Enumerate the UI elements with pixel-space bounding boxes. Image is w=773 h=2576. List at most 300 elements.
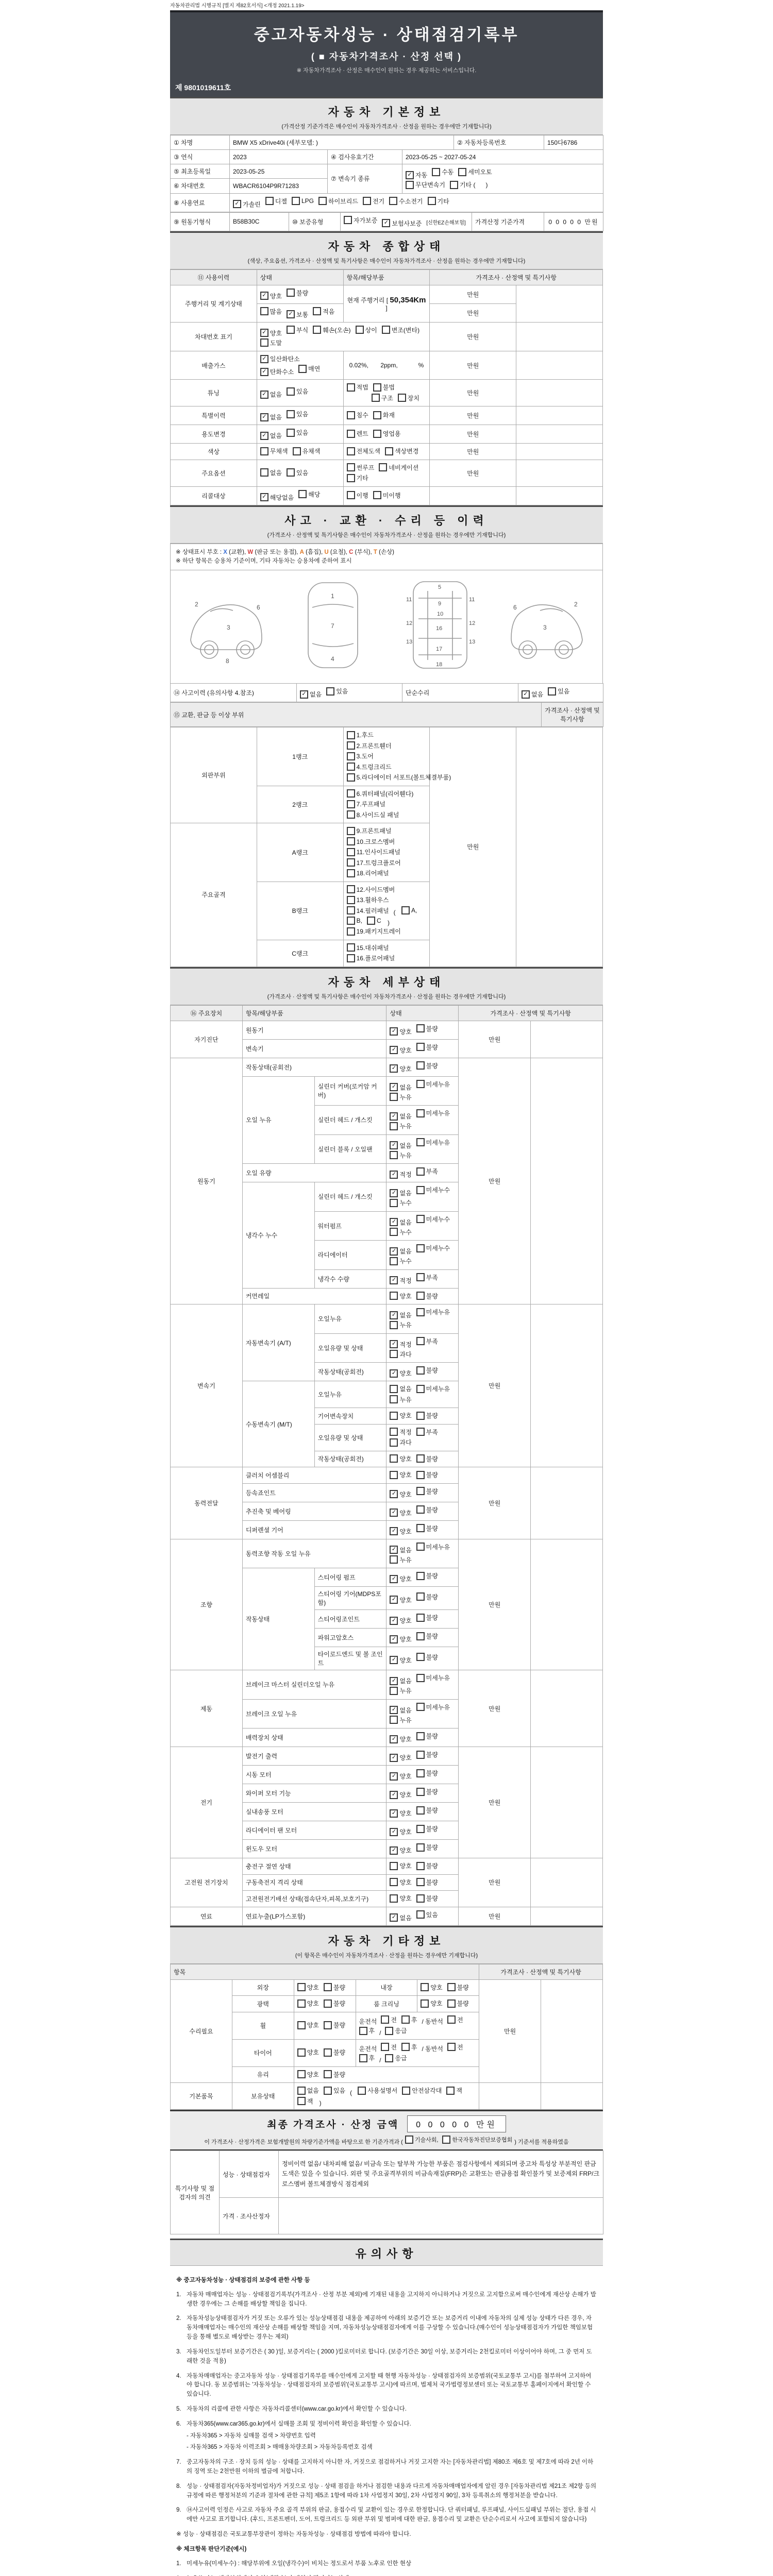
- checkbox-box[interactable]: [373, 411, 381, 419]
- checkbox-option[interactable]: [390, 1311, 411, 1319]
- checkbox-box[interactable]: ✓: [390, 1596, 398, 1604]
- checkbox-box[interactable]: [390, 1878, 398, 1886]
- checkbox-option[interactable]: [416, 1703, 450, 1711]
- checkbox-box[interactable]: ✓: [260, 355, 268, 363]
- checkbox-option[interactable]: [298, 364, 320, 373]
- checkbox-box[interactable]: ✓: [390, 1171, 398, 1179]
- checkbox-option[interactable]: [292, 197, 314, 205]
- checkbox-option[interactable]: [347, 429, 368, 438]
- checkbox-option[interactable]: [347, 895, 389, 904]
- checkbox-box[interactable]: ✓: [390, 1509, 398, 1517]
- checkbox-option[interactable]: [265, 197, 287, 206]
- checkbox-option[interactable]: [390, 1772, 411, 1781]
- checkbox-option[interactable]: [313, 326, 350, 334]
- checkbox-option[interactable]: [347, 848, 400, 856]
- checkbox-option[interactable]: [406, 180, 445, 189]
- checkbox-option[interactable]: [347, 885, 395, 894]
- checkbox-option[interactable]: [390, 1894, 411, 1903]
- checkbox-option[interactable]: [416, 1337, 438, 1346]
- checkbox-box[interactable]: ✓: [522, 690, 530, 699]
- checkbox-option[interactable]: [390, 1490, 411, 1499]
- checkbox-option[interactable]: [416, 1454, 438, 1463]
- checkbox-box[interactable]: [390, 1716, 398, 1724]
- checkbox-box[interactable]: [347, 927, 355, 936]
- checkbox-box[interactable]: [416, 1505, 425, 1514]
- checkbox-option[interactable]: [356, 326, 377, 334]
- checkbox-option[interactable]: [405, 2136, 439, 2144]
- checkbox-box[interactable]: [347, 741, 355, 750]
- checkbox-box[interactable]: [287, 387, 295, 396]
- checkbox-option[interactable]: [347, 869, 389, 877]
- checkbox-box[interactable]: [318, 197, 327, 205]
- checkbox-box[interactable]: [347, 869, 355, 877]
- checkbox-box[interactable]: [260, 338, 268, 347]
- checkbox-option[interactable]: [297, 2086, 319, 2095]
- checkbox-option[interactable]: [416, 1843, 438, 1852]
- checkbox-box[interactable]: [390, 1385, 398, 1393]
- checkbox-box[interactable]: [390, 1093, 398, 1101]
- checkbox-option[interactable]: [416, 1061, 438, 1070]
- checkbox-option[interactable]: [390, 1913, 411, 1922]
- checkbox-option[interactable]: [390, 1635, 411, 1643]
- checkbox-option[interactable]: [390, 1257, 411, 1265]
- checkbox-box[interactable]: [428, 197, 436, 205]
- checkbox-box[interactable]: ✓: [390, 1490, 398, 1498]
- checkbox-box[interactable]: ✓: [390, 1340, 398, 1348]
- checkbox-box[interactable]: [287, 429, 295, 437]
- checkbox-option[interactable]: [421, 1999, 442, 2008]
- checkbox-option[interactable]: [287, 410, 308, 418]
- checkbox-box[interactable]: [416, 1592, 425, 1601]
- checkbox-box[interactable]: ✓: [390, 1635, 398, 1643]
- checkbox-option[interactable]: [260, 367, 294, 376]
- checkbox-option[interactable]: [373, 491, 401, 500]
- checkbox-box[interactable]: ✓: [260, 432, 268, 440]
- checkbox-option[interactable]: [390, 1276, 411, 1285]
- checkbox-box[interactable]: [390, 1321, 398, 1329]
- checkbox-box[interactable]: [416, 1703, 425, 1711]
- checkbox-box[interactable]: ✓: [233, 200, 241, 208]
- checkbox-option[interactable]: [390, 1411, 411, 1420]
- checkbox-box[interactable]: ✓: [260, 391, 268, 399]
- checkbox-option[interactable]: [390, 1122, 411, 1130]
- checkbox-option[interactable]: [313, 307, 334, 316]
- checkbox-option[interactable]: [385, 2026, 407, 2035]
- checkbox-option[interactable]: [390, 1706, 411, 1715]
- checkbox-box[interactable]: [260, 468, 268, 477]
- checkbox-box[interactable]: ✓: [390, 1913, 398, 1922]
- checkbox-option[interactable]: [326, 687, 348, 696]
- checkbox-box[interactable]: [401, 2015, 410, 2024]
- checkbox-option[interactable]: [358, 2086, 397, 2095]
- checkbox-box[interactable]: [382, 326, 390, 334]
- checkbox-box[interactable]: ✓: [390, 1754, 398, 1762]
- checkbox-box[interactable]: [381, 2043, 389, 2051]
- checkbox-option[interactable]: [416, 1384, 450, 1393]
- checkbox-option[interactable]: [416, 1024, 438, 1033]
- checkbox-option[interactable]: [373, 411, 395, 419]
- checkbox-box[interactable]: [390, 1438, 398, 1447]
- checkbox-option[interactable]: [390, 1686, 411, 1695]
- checkbox-box[interactable]: [421, 1999, 429, 2008]
- checkbox-box[interactable]: [548, 687, 556, 696]
- checkbox-option[interactable]: [260, 447, 288, 455]
- checkbox-option[interactable]: [390, 1151, 411, 1160]
- checkbox-box[interactable]: [390, 1862, 398, 1870]
- checkbox-option[interactable]: [390, 1112, 411, 1121]
- checkbox-option[interactable]: [297, 2070, 319, 2079]
- checkbox-box[interactable]: ✓: [390, 1112, 398, 1121]
- checkbox-option[interactable]: [447, 1999, 469, 2008]
- checkbox-option[interactable]: [416, 1308, 450, 1316]
- checkbox-option[interactable]: [347, 826, 392, 835]
- checkbox-box[interactable]: [416, 1471, 425, 1479]
- checkbox-box[interactable]: [347, 827, 355, 835]
- checkbox-box[interactable]: [347, 800, 355, 808]
- checkbox-option[interactable]: [344, 216, 377, 225]
- checkbox-option[interactable]: [390, 1470, 411, 1479]
- checkbox-option[interactable]: [390, 1198, 411, 1207]
- checkbox-option[interactable]: [416, 1487, 438, 1496]
- checkbox-option[interactable]: [389, 197, 423, 206]
- checkbox-box[interactable]: ✓: [260, 413, 268, 421]
- checkbox-box[interactable]: [390, 1151, 398, 1159]
- checkbox-option[interactable]: [297, 1999, 319, 2008]
- checkbox-option[interactable]: [347, 810, 399, 819]
- checkbox-box[interactable]: [347, 474, 355, 482]
- checkbox-box[interactable]: [265, 197, 274, 205]
- checkbox-option[interactable]: [416, 1505, 438, 1514]
- checkbox-box[interactable]: [347, 810, 355, 819]
- checkbox-option[interactable]: [390, 1574, 411, 1583]
- checkbox-option[interactable]: [390, 1384, 411, 1393]
- checkbox-box[interactable]: [347, 858, 355, 867]
- checkbox-option[interactable]: [385, 2054, 407, 2062]
- checkbox-box[interactable]: [287, 289, 295, 297]
- checkbox-option[interactable]: [260, 292, 282, 300]
- checkbox-option[interactable]: [363, 197, 384, 206]
- checkbox-option[interactable]: [390, 1716, 411, 1724]
- checkbox-box[interactable]: [297, 2087, 306, 2095]
- checkbox-option[interactable]: [416, 1613, 438, 1622]
- checkbox-option[interactable]: [347, 837, 395, 846]
- checkbox-box[interactable]: [385, 447, 393, 455]
- checkbox-box[interactable]: ✓: [390, 1791, 398, 1799]
- checkbox-option[interactable]: [390, 1083, 411, 1092]
- checkbox-box[interactable]: [324, 2087, 332, 2095]
- checkbox-option[interactable]: [390, 1616, 411, 1625]
- checkbox-box[interactable]: [381, 2015, 389, 2024]
- checkbox-option[interactable]: [347, 491, 368, 500]
- checkbox-box[interactable]: ✓: [390, 1677, 398, 1685]
- checkbox-option[interactable]: [416, 1894, 438, 1903]
- checkbox-box[interactable]: [390, 1412, 398, 1420]
- checkbox-box[interactable]: [324, 2021, 332, 2029]
- checkbox-box[interactable]: [416, 1308, 425, 1316]
- checkbox-box[interactable]: [416, 1769, 425, 1777]
- checkbox-option[interactable]: [298, 490, 320, 499]
- checkbox-box[interactable]: ✓: [390, 1546, 398, 1554]
- checkbox-option[interactable]: [347, 463, 375, 472]
- checkbox-option[interactable]: [401, 2043, 417, 2052]
- checkbox-option[interactable]: [390, 1735, 411, 1743]
- checkbox-option[interactable]: [260, 329, 282, 337]
- checkbox-box[interactable]: ✓: [390, 1809, 398, 1818]
- checkbox-box[interactable]: [287, 468, 295, 477]
- checkbox-box[interactable]: [416, 1428, 425, 1436]
- checkbox-box[interactable]: [416, 1273, 425, 1281]
- checkbox-option[interactable]: [381, 2015, 397, 2024]
- checkbox-option[interactable]: [390, 1596, 411, 1604]
- checkbox-option[interactable]: [416, 1470, 438, 1479]
- checkbox-option[interactable]: [260, 307, 282, 316]
- checkbox-option[interactable]: [416, 1273, 438, 1282]
- checkbox-box[interactable]: [324, 2070, 332, 2078]
- checkbox-box[interactable]: [390, 1454, 398, 1463]
- checkbox-option[interactable]: [416, 1878, 438, 1887]
- checkbox-box[interactable]: [416, 1524, 425, 1532]
- checkbox-box[interactable]: [390, 1122, 398, 1130]
- checkbox-option[interactable]: [297, 1983, 319, 1992]
- checkbox-option[interactable]: [390, 1846, 411, 1855]
- checkbox-box[interactable]: [347, 447, 355, 455]
- checkbox-option[interactable]: [347, 752, 374, 760]
- checkbox-option[interactable]: [373, 429, 401, 438]
- checkbox-box[interactable]: [442, 2136, 450, 2144]
- checkbox-option[interactable]: [347, 789, 414, 798]
- checkbox-option[interactable]: [416, 1366, 438, 1375]
- checkbox-box[interactable]: [416, 1632, 425, 1640]
- checkbox-box[interactable]: [390, 1428, 398, 1436]
- checkbox-box[interactable]: [324, 1983, 332, 1991]
- checkbox-box[interactable]: [313, 326, 321, 334]
- checkbox-box[interactable]: [401, 906, 410, 914]
- checkbox-option[interactable]: [287, 387, 308, 396]
- checkbox-box[interactable]: [389, 197, 397, 205]
- checkbox-option[interactable]: [372, 394, 393, 402]
- checkbox-box[interactable]: ✓: [260, 368, 268, 376]
- checkbox-option[interactable]: [324, 2021, 345, 2029]
- checkbox-box[interactable]: [390, 1199, 398, 1207]
- checkbox-box[interactable]: [390, 1471, 398, 1479]
- checkbox-box[interactable]: [347, 752, 355, 760]
- checkbox-box[interactable]: [297, 2021, 306, 2029]
- checkbox-box[interactable]: [416, 1080, 425, 1088]
- checkbox-option[interactable]: [390, 1509, 411, 1517]
- checkbox-option[interactable]: [385, 447, 418, 455]
- checkbox-option[interactable]: [260, 390, 282, 399]
- checkbox-option[interactable]: [416, 1524, 438, 1533]
- checkbox-box[interactable]: [347, 731, 355, 739]
- checkbox-box[interactable]: [326, 687, 334, 696]
- checkbox-box[interactable]: [298, 365, 307, 373]
- checkbox-option[interactable]: [390, 1064, 411, 1073]
- checkbox-option[interactable]: [347, 383, 368, 392]
- checkbox-option[interactable]: [416, 1244, 450, 1252]
- checkbox-option[interactable]: [416, 1109, 450, 1117]
- checkbox-box[interactable]: ✓: [390, 1046, 398, 1054]
- checkbox-box[interactable]: [347, 773, 355, 782]
- checkbox-box[interactable]: [416, 1454, 425, 1463]
- checkbox-box[interactable]: [416, 1138, 425, 1146]
- checkbox-box[interactable]: [347, 491, 355, 499]
- checkbox-box[interactable]: [373, 491, 381, 499]
- checkbox-option[interactable]: [287, 428, 308, 437]
- checkbox-box[interactable]: [347, 848, 355, 856]
- checkbox-option[interactable]: [297, 2097, 313, 2106]
- checkbox-option[interactable]: [416, 1824, 438, 1833]
- checkbox-option[interactable]: [390, 1340, 411, 1349]
- checkbox-box[interactable]: [347, 411, 355, 419]
- checkbox-box[interactable]: [458, 168, 466, 176]
- checkbox-option[interactable]: [390, 1369, 411, 1378]
- checkbox-option[interactable]: [347, 858, 401, 867]
- checkbox-box[interactable]: [356, 326, 364, 334]
- checkbox-box[interactable]: [416, 1024, 425, 1032]
- checkbox-option[interactable]: [381, 2043, 397, 2052]
- checkbox-option[interactable]: [416, 1806, 438, 1815]
- checkbox-box[interactable]: [416, 1894, 425, 1903]
- checkbox-box[interactable]: [347, 789, 355, 798]
- checkbox-option[interactable]: [347, 943, 389, 952]
- checkbox-option[interactable]: [347, 906, 389, 915]
- checkbox-box[interactable]: [416, 1061, 425, 1070]
- checkbox-box[interactable]: [416, 1910, 425, 1919]
- checkbox-box[interactable]: [416, 1167, 425, 1176]
- checkbox-option[interactable]: [390, 1861, 411, 1870]
- checkbox-box[interactable]: [297, 1999, 306, 2008]
- checkbox-box[interactable]: [401, 2043, 410, 2051]
- checkbox-option[interactable]: [347, 731, 374, 739]
- checkbox-box[interactable]: [373, 383, 381, 392]
- checkbox-option[interactable]: [447, 2043, 463, 2052]
- checkbox-box[interactable]: [347, 762, 355, 771]
- checkbox-option[interactable]: [390, 1395, 411, 1404]
- checkbox-option[interactable]: [347, 447, 380, 455]
- checkbox-box[interactable]: [416, 1732, 425, 1740]
- checkbox-option[interactable]: [260, 413, 282, 421]
- checkbox-box[interactable]: [358, 2087, 366, 2095]
- checkbox-option[interactable]: [359, 2054, 375, 2062]
- checkbox-box[interactable]: ✓: [390, 1064, 398, 1073]
- checkbox-option[interactable]: [287, 468, 308, 477]
- checkbox-box[interactable]: [347, 954, 355, 962]
- checkbox-box[interactable]: [447, 2015, 456, 2024]
- checkbox-option[interactable]: [401, 2015, 417, 2024]
- checkbox-box[interactable]: [347, 463, 355, 471]
- checkbox-box[interactable]: [390, 1687, 398, 1695]
- checkbox-box[interactable]: [416, 1215, 425, 1223]
- checkbox-option[interactable]: [390, 1027, 411, 1036]
- checkbox-box[interactable]: [416, 1843, 425, 1852]
- checkbox-box[interactable]: ✓: [390, 1617, 398, 1625]
- checkbox-box[interactable]: [416, 1543, 425, 1551]
- checkbox-box[interactable]: ✓: [390, 1527, 398, 1535]
- checkbox-option[interactable]: [287, 310, 308, 319]
- checkbox-option[interactable]: [324, 2070, 345, 2079]
- checkbox-option[interactable]: [416, 1543, 450, 1551]
- checkbox-option[interactable]: [390, 1228, 411, 1236]
- checkbox-option[interactable]: [347, 762, 392, 771]
- checkbox-option[interactable]: [390, 1141, 411, 1150]
- checkbox-box[interactable]: [287, 326, 295, 334]
- checkbox-option[interactable]: [324, 1999, 345, 2008]
- checkbox-option[interactable]: [324, 2048, 345, 2057]
- checkbox-box[interactable]: ✓: [390, 1706, 398, 1714]
- checkbox-option[interactable]: [347, 741, 392, 750]
- checkbox-box[interactable]: [416, 1186, 425, 1194]
- checkbox-option[interactable]: [382, 326, 419, 334]
- checkbox-option[interactable]: [260, 468, 282, 477]
- checkbox-option[interactable]: [324, 2086, 345, 2095]
- checkbox-option[interactable]: [260, 338, 282, 347]
- checkbox-box[interactable]: [287, 410, 295, 418]
- checkbox-option[interactable]: [390, 1320, 411, 1329]
- checkbox-box[interactable]: ✓: [390, 1772, 398, 1781]
- checkbox-box[interactable]: ✓: [390, 1828, 398, 1836]
- checkbox-option[interactable]: [373, 383, 395, 392]
- checkbox-box[interactable]: [402, 2087, 410, 2095]
- checkbox-option[interactable]: [293, 447, 321, 455]
- checkbox-box[interactable]: [372, 394, 380, 402]
- checkbox-option[interactable]: [390, 1350, 411, 1359]
- checkbox-box[interactable]: [347, 917, 355, 925]
- checkbox-box[interactable]: [347, 906, 355, 914]
- checkbox-option[interactable]: [382, 219, 422, 228]
- checkbox-box[interactable]: [390, 1228, 398, 1236]
- checkbox-option[interactable]: [416, 1185, 450, 1194]
- checkbox-box[interactable]: [359, 2054, 367, 2062]
- checkbox-box[interactable]: [416, 1366, 425, 1375]
- checkbox-box[interactable]: [373, 430, 381, 438]
- checkbox-box[interactable]: [416, 1751, 425, 1759]
- checkbox-option[interactable]: [324, 1983, 345, 1992]
- checkbox-box[interactable]: [416, 1653, 425, 1661]
- checkbox-option[interactable]: [390, 1170, 411, 1179]
- checkbox-box[interactable]: [447, 2043, 456, 2051]
- checkbox-option[interactable]: [416, 1673, 450, 1682]
- checkbox-box[interactable]: [344, 216, 352, 224]
- checkbox-option[interactable]: [447, 2015, 463, 2024]
- checkbox-box[interactable]: ✓: [390, 1276, 398, 1284]
- checkbox-box[interactable]: ✓: [390, 1575, 398, 1583]
- checkbox-box[interactable]: [447, 1999, 456, 2008]
- checkbox-option[interactable]: [416, 1769, 438, 1777]
- checkbox-option[interactable]: [416, 1910, 438, 1919]
- checkbox-option[interactable]: [347, 927, 401, 936]
- checkbox-option[interactable]: [406, 171, 427, 179]
- checkbox-box[interactable]: [416, 1862, 425, 1870]
- checkbox-option[interactable]: [458, 167, 492, 176]
- checkbox-option[interactable]: [416, 1043, 438, 1052]
- checkbox-box[interactable]: [390, 1555, 398, 1564]
- checkbox-option[interactable]: [347, 917, 362, 925]
- checkbox-box[interactable]: [347, 943, 355, 952]
- checkbox-box[interactable]: ✓: [390, 1141, 398, 1149]
- checkbox-option[interactable]: [447, 1983, 469, 1992]
- checkbox-option[interactable]: [390, 1676, 411, 1685]
- checkbox-box[interactable]: ✓: [260, 292, 268, 300]
- checkbox-option[interactable]: [233, 200, 261, 209]
- checkbox-option[interactable]: [347, 773, 451, 782]
- checkbox-option[interactable]: [416, 1080, 450, 1089]
- checkbox-box[interactable]: ✓: [390, 1656, 398, 1664]
- checkbox-option[interactable]: [446, 2086, 462, 2095]
- checkbox-option[interactable]: [390, 1292, 411, 1300]
- checkbox-box[interactable]: [416, 1244, 425, 1252]
- checkbox-box[interactable]: [293, 447, 301, 455]
- checkbox-option[interactable]: [260, 493, 294, 502]
